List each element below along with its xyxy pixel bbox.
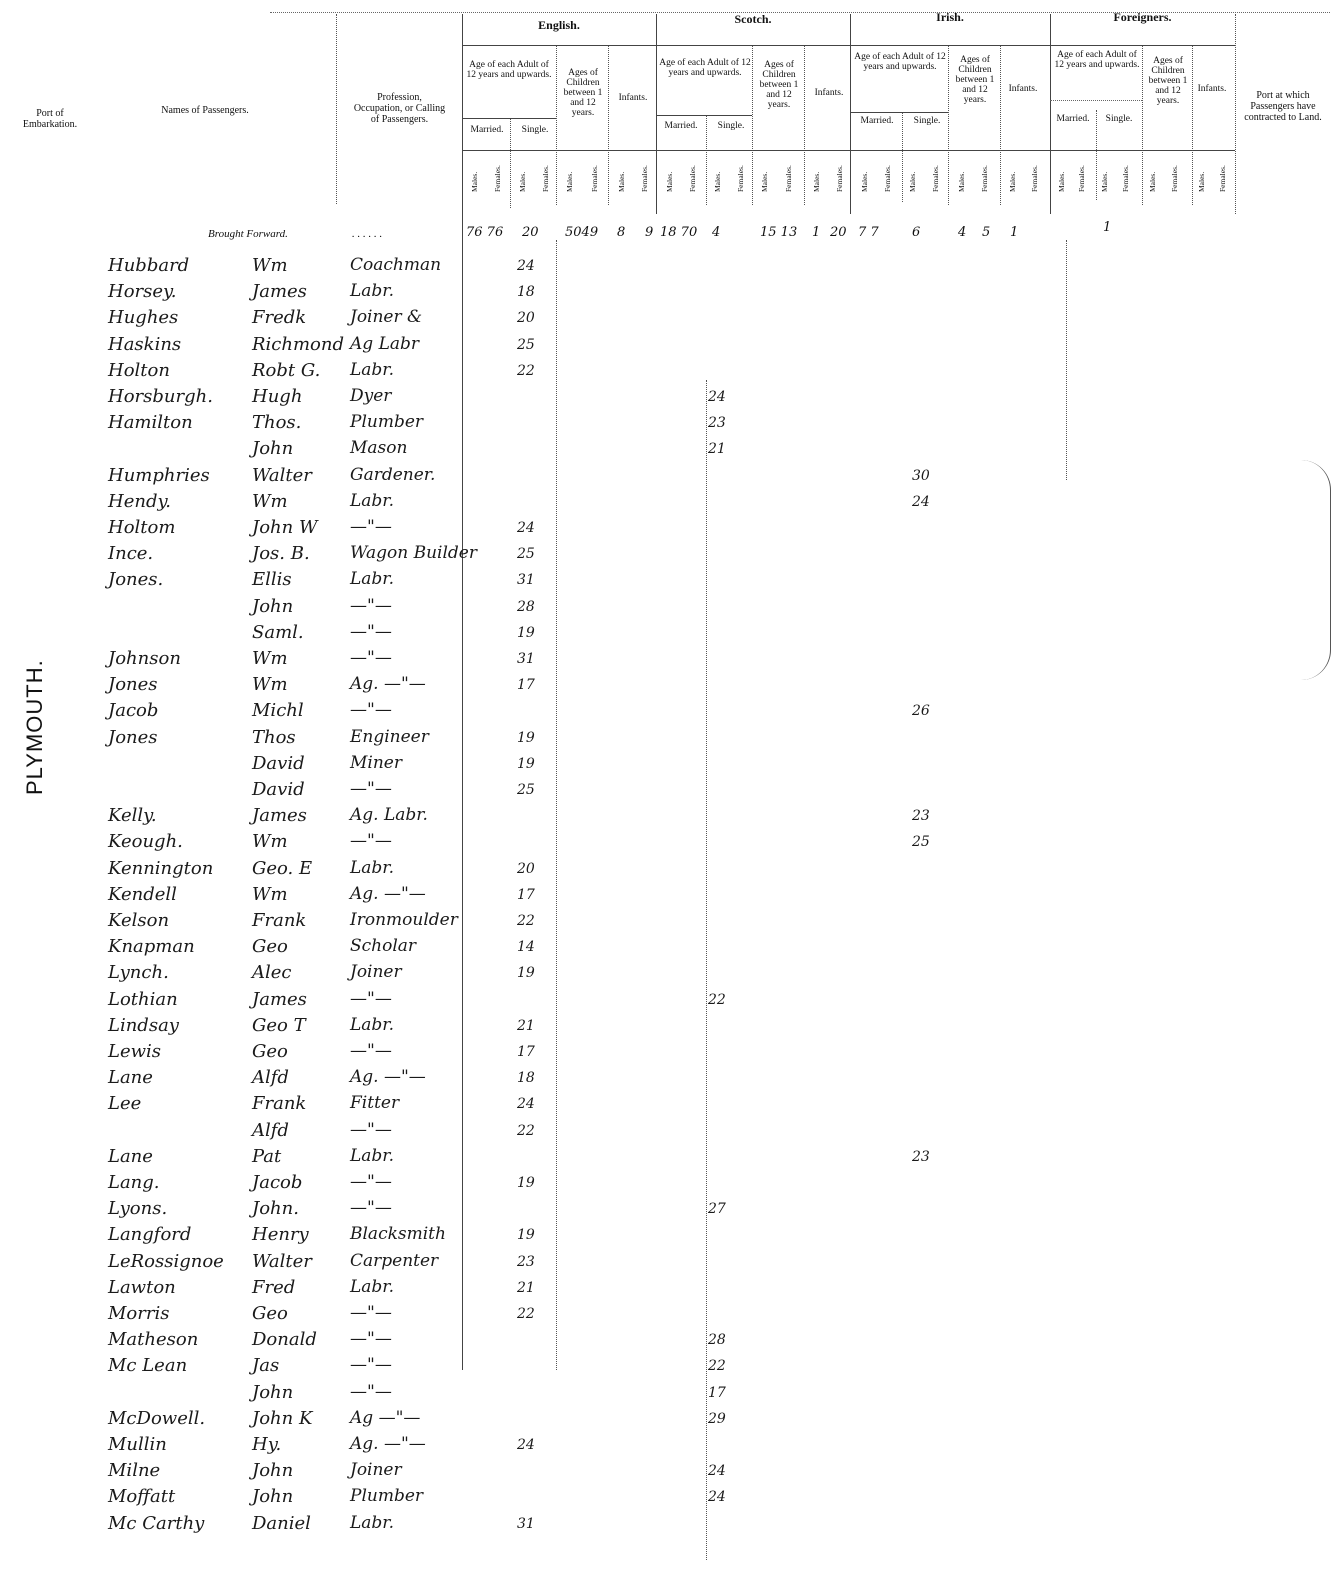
passenger-age: 19 (517, 1175, 535, 1191)
grid-line (608, 45, 609, 205)
females-label: Females. (736, 165, 745, 192)
passenger-surname: Lang. (108, 1172, 160, 1193)
passenger-surname: Lynch. (108, 962, 169, 983)
males-label: Males. (908, 171, 917, 192)
grid-line (1050, 100, 1142, 101)
passenger-age: 29 (708, 1411, 726, 1427)
passenger-surname: Lothian (108, 989, 178, 1010)
passenger-occupation: —"— (350, 1355, 392, 1375)
passenger-occupation: —"— (350, 1172, 392, 1192)
females-label: Females. (493, 165, 502, 192)
passenger-surname: Lawton (108, 1277, 176, 1298)
passenger-age: 31 (517, 651, 535, 667)
passenger-first-name: Geo. E (252, 858, 313, 879)
passenger-first-name: Richmond (252, 334, 345, 355)
passenger-occupation: Ag. —"— (350, 674, 426, 694)
passenger-surname: Lewis (108, 1041, 162, 1062)
group-scotch: Scotch. (734, 12, 772, 26)
bf-value: 1 (1103, 220, 1112, 235)
passenger-age: 24 (517, 258, 535, 274)
grid-line (706, 380, 707, 1560)
passenger-age: 28 (517, 599, 535, 615)
passenger-occupation: Plumber (350, 412, 424, 432)
passenger-surname: Holtom (108, 517, 176, 538)
bf-value: 5049 (565, 225, 599, 240)
margin-bracket (1300, 460, 1331, 680)
passenger-age: 25 (517, 546, 535, 562)
irish-children-header: Ages of Children between 1 and 12 years. (955, 55, 995, 105)
passenger-first-name: Wm (252, 255, 288, 276)
passenger-surname: LeRossignoe (108, 1251, 224, 1272)
passenger-first-name: John K (252, 1408, 313, 1429)
passenger-occupation: Fitter (350, 1093, 400, 1113)
passenger-surname: Lane (108, 1146, 153, 1167)
grid-line (556, 240, 557, 1370)
grid-line (1096, 110, 1097, 200)
bf-value: 4 (958, 225, 967, 240)
foreign-children-header: Ages of Children between 1 and 12 years. (1148, 56, 1188, 106)
females-label: Females. (590, 165, 599, 192)
passenger-surname: Hamilton (108, 412, 193, 433)
passenger-age: 23 (708, 415, 726, 431)
passenger-first-name: Thos (252, 727, 296, 748)
males-label: Males. (812, 171, 821, 192)
females-label: Females. (784, 165, 793, 192)
grid-line (1235, 14, 1236, 214)
bf-value: 1 (1010, 225, 1019, 240)
passenger-occupation: —"— (350, 779, 392, 799)
passenger-first-name: Jos. B. (252, 543, 310, 564)
passenger-occupation: —"— (350, 1198, 392, 1218)
passenger-age: 21 (708, 441, 726, 457)
bf-value: 6 (912, 225, 921, 240)
foreign-single-header: Single. (1105, 114, 1133, 124)
bf-value: 20 (830, 225, 847, 240)
passenger-first-name: Geo T (252, 1015, 306, 1036)
passenger-age: 19 (517, 965, 535, 981)
bf-value: 20 (522, 225, 539, 240)
scotch-children-header: Ages of Children between 1 and 12 years. (759, 60, 799, 110)
passenger-surname: Mc Lean (108, 1355, 188, 1376)
passenger-surname: Jones (108, 727, 158, 748)
passenger-first-name: Pat (252, 1146, 282, 1167)
passenger-occupation: Ag. Labr. (350, 805, 428, 825)
foreign-infants-header: Infants. (1197, 84, 1227, 94)
passenger-age: 26 (912, 703, 930, 719)
grid-line (706, 115, 707, 205)
females-label: Females. (1170, 165, 1179, 192)
passenger-age: 19 (517, 730, 535, 746)
grid-line (902, 112, 903, 202)
passenger-surname: Jones (108, 674, 158, 695)
grid-line (752, 45, 753, 205)
passenger-first-name: Wm (252, 884, 288, 905)
passenger-age: 21 (517, 1280, 535, 1296)
passenger-surname: Lindsay (108, 1015, 179, 1036)
passenger-age: 25 (517, 782, 535, 798)
passenger-first-name: Frank (252, 910, 307, 931)
grid-line (1050, 14, 1051, 214)
port-embarkation-header: Port of Embarkation. (22, 108, 78, 130)
passenger-occupation: Plumber (350, 1486, 424, 1506)
passenger-first-name: James (252, 281, 307, 302)
passenger-occupation: Engineer (350, 727, 429, 747)
females-label: Females. (1121, 165, 1130, 192)
passenger-first-name: Wm (252, 674, 288, 695)
passenger-age: 17 (517, 1044, 535, 1060)
passenger-surname: Kelson (108, 910, 170, 931)
passenger-age: 14 (517, 939, 535, 955)
grid-line (462, 45, 1235, 46)
scotch-infants-header: Infants. (814, 88, 844, 98)
bf-value: 15 13 (760, 225, 798, 240)
passenger-surname: Langford (108, 1224, 192, 1245)
passenger-surname: Milne (108, 1460, 161, 1481)
passenger-occupation: —"— (350, 517, 392, 537)
passenger-occupation: —"— (350, 831, 392, 851)
passenger-first-name: Jas (252, 1355, 280, 1376)
grid-line (656, 115, 752, 116)
grid-line (462, 14, 463, 1370)
passenger-first-name: John W (252, 517, 318, 538)
passenger-first-name: John (252, 1382, 294, 1403)
passenger-age: 23 (912, 808, 930, 824)
passenger-surname: Kendell (108, 884, 177, 905)
passenger-occupation: Ag Labr (350, 334, 419, 354)
males-label: Males. (760, 171, 769, 192)
passenger-first-name: Henry (252, 1224, 309, 1245)
females-label: Females. (541, 165, 550, 192)
grid-line (1000, 45, 1001, 205)
grid-line (656, 14, 657, 214)
scotch-single-header: Single. (717, 121, 745, 131)
passenger-surname: Kelly. (108, 805, 157, 826)
passenger-occupation: —"— (350, 1041, 392, 1061)
profession-header: Profession, Occupation, or Calling of Passengers. (353, 92, 446, 125)
scotch-married-header: Married. (664, 121, 698, 131)
males-label: Males. (860, 171, 869, 192)
passenger-age: 18 (517, 1070, 535, 1086)
foreign-adult-header: Age of each Adult of 12 years and upwards. (1054, 50, 1140, 70)
males-label: Males. (1057, 171, 1066, 192)
passenger-surname: Haskins (108, 334, 182, 355)
passenger-occupation: Wagon Builder (350, 543, 477, 563)
passenger-surname: McDowell. (108, 1408, 206, 1429)
bf-value: 4 (712, 225, 721, 240)
passenger-age: 22 (517, 363, 535, 379)
females-label: Females. (980, 165, 989, 192)
bf-value: 18 70 (660, 225, 698, 240)
passenger-occupation: Joiner (350, 962, 402, 982)
passenger-first-name: Geo (252, 1041, 288, 1062)
passenger-age: 21 (517, 1018, 535, 1034)
passenger-occupation: Labr. (350, 1015, 394, 1035)
bf-value: 5 (982, 225, 991, 240)
passenger-occupation: Labr. (350, 1277, 394, 1297)
irish-married-header: Married. (860, 116, 894, 126)
passenger-age: 18 (517, 284, 535, 300)
passenger-surname: Keough. (108, 831, 183, 852)
passenger-age: 17 (517, 887, 535, 903)
passenger-first-name: John. (252, 1198, 299, 1219)
grid-line (556, 45, 557, 205)
irish-infants-header: Infants. (1008, 84, 1038, 94)
grid-line (850, 112, 948, 113)
passenger-occupation: Labr. (350, 491, 394, 511)
passenger-first-name: Daniel (252, 1513, 311, 1534)
passenger-first-name: Hugh (252, 386, 303, 407)
foreign-married-header: Married. (1056, 114, 1090, 124)
females-label: Females. (835, 165, 844, 192)
port-land-header: Port at which Passengers have contracted to Land. (1244, 90, 1322, 123)
passenger-first-name: John (252, 438, 294, 459)
passenger-age: 24 (708, 1489, 726, 1505)
passenger-first-name: Wm (252, 831, 288, 852)
passenger-age: 30 (912, 468, 930, 484)
passenger-age: 24 (708, 389, 726, 405)
passenger-occupation: Gardener. (350, 465, 436, 485)
passenger-first-name: Thos. (252, 412, 302, 433)
females-label: Females. (688, 165, 697, 192)
passenger-occupation: Miner (350, 753, 402, 773)
passenger-surname: Lane (108, 1067, 153, 1088)
passenger-first-name: Alfd (252, 1067, 289, 1088)
passenger-occupation: —"— (350, 648, 392, 668)
passenger-surname: Kennington (108, 858, 214, 879)
passenger-first-name: Walter (252, 465, 312, 486)
passenger-age: 24 (912, 494, 930, 510)
males-label: Males. (1008, 171, 1017, 192)
english-infants-header: Infants. (618, 93, 648, 103)
passenger-occupation: —"— (350, 1329, 392, 1349)
females-label: Females. (1077, 165, 1086, 192)
passenger-first-name: Fred (252, 1277, 296, 1298)
passenger-occupation: Ag. —"— (350, 884, 426, 904)
passenger-occupation: —"— (350, 700, 392, 720)
port-label: PLYMOUTH. (22, 659, 47, 795)
bf-value: 1 (812, 225, 821, 240)
english-married-header: Married. (470, 125, 504, 135)
passenger-first-name: John (252, 596, 294, 617)
grid-line (1192, 45, 1193, 205)
males-label: Males. (1197, 171, 1206, 192)
passenger-age: 19 (517, 756, 535, 772)
english-children-header: Ages of Children between 1 and 12 years. (563, 68, 603, 118)
grid-line (336, 14, 337, 204)
females-label: Females. (1218, 165, 1227, 192)
passenger-occupation: —"— (350, 1303, 392, 1323)
passenger-age: 22 (517, 913, 535, 929)
males-label: Males. (565, 171, 574, 192)
passenger-occupation: Labr. (350, 360, 394, 380)
passenger-first-name: Alfd (252, 1120, 289, 1141)
passenger-first-name: Michl (252, 700, 304, 721)
passenger-surname: Horsey. (108, 281, 177, 302)
passenger-age: 22 (517, 1306, 535, 1322)
passenger-age: 19 (517, 625, 535, 641)
passenger-occupation: —"— (350, 989, 392, 1009)
passenger-age: 24 (517, 520, 535, 536)
males-label: Males. (665, 171, 674, 192)
passenger-first-name: Frank (252, 1093, 307, 1114)
brought-forward-label: Brought Forward. (208, 228, 288, 240)
names-header: Names of Passengers. (161, 105, 249, 116)
grid-line (1066, 240, 1067, 480)
passenger-age: 22 (517, 1123, 535, 1139)
grid-line (948, 45, 949, 205)
females-label: Females. (640, 165, 649, 192)
passenger-age: 27 (708, 1201, 726, 1217)
passenger-age: 24 (708, 1463, 726, 1479)
passenger-age: 20 (517, 310, 535, 326)
passenger-surname: Hendy. (108, 491, 171, 512)
bf-value: 76 76 (466, 225, 504, 240)
passenger-surname: Moffatt (108, 1486, 176, 1507)
passenger-first-name: Ellis (252, 569, 292, 590)
passenger-first-name: Wm (252, 491, 288, 512)
males-label: Males. (1148, 171, 1157, 192)
passenger-age: 24 (517, 1096, 535, 1112)
passenger-first-name: Robt G. (252, 360, 321, 381)
passenger-surname: Holton (108, 360, 170, 381)
grid-line (462, 150, 1235, 151)
passenger-surname: Horsburgh. (108, 386, 213, 407)
passenger-occupation: Labr. (350, 1146, 394, 1166)
passenger-first-name: Donald (252, 1329, 317, 1350)
english-single-header: Single. (521, 125, 549, 135)
english-adult-header: Age of each Adult of 12 years and upwards. (466, 60, 552, 80)
passenger-surname: Ince. (108, 543, 154, 564)
females-label: Females. (1030, 165, 1039, 192)
passenger-age: 28 (708, 1332, 726, 1348)
brought-forward-dots: . . . . . . (352, 228, 383, 240)
bf-value: 7 7 (858, 225, 879, 240)
passenger-occupation: —"— (350, 596, 392, 616)
passenger-occupation: Mason (350, 438, 408, 458)
passenger-occupation: Carpenter (350, 1251, 439, 1271)
passenger-age: 31 (517, 572, 535, 588)
grid-line (1142, 45, 1143, 205)
passenger-first-name: Alec (252, 962, 292, 983)
passenger-occupation: Ag. —"— (350, 1067, 426, 1087)
passenger-occupation: Labr. (350, 1513, 394, 1533)
females-label: Females. (931, 165, 940, 192)
passenger-surname: Lyons. (108, 1198, 168, 1219)
passenger-age: 17 (517, 677, 535, 693)
passenger-first-name: Saml. (252, 622, 304, 643)
passenger-surname: Mc Carthy (108, 1513, 205, 1534)
passenger-surname: Hughes (108, 307, 179, 328)
males-label: Males. (470, 171, 479, 192)
passenger-occupation: Scholar (350, 936, 417, 956)
passenger-age: 24 (517, 1437, 535, 1453)
passenger-first-name: John (252, 1460, 294, 1481)
grid-line (850, 14, 851, 214)
males-label: Males. (617, 171, 626, 192)
males-label: Males. (1100, 171, 1109, 192)
irish-adult-header: Age of each Adult of 12 years and upwards. (854, 52, 946, 72)
passenger-surname: Humphries (108, 465, 210, 486)
males-label: Males. (518, 171, 527, 192)
passenger-occupation: Dyer (350, 386, 392, 406)
passenger-age: 25 (517, 337, 535, 353)
passenger-surname: Mullin (108, 1434, 167, 1455)
passenger-age: 23 (912, 1149, 930, 1165)
passenger-occupation: —"— (350, 1120, 392, 1140)
males-label: Males. (957, 171, 966, 192)
passenger-first-name: Geo (252, 936, 288, 957)
passenger-occupation: Joiner (350, 1460, 402, 1480)
scotch-adult-header: Age of each Adult of 12 years and upwards. (659, 58, 751, 78)
passenger-occupation: —"— (350, 1382, 392, 1402)
females-label: Females. (883, 165, 892, 192)
group-foreigners: Foreigners. (1113, 10, 1172, 24)
passenger-first-name: James (252, 805, 307, 826)
passenger-surname: Knapman (108, 936, 195, 957)
passenger-first-name: David (252, 779, 305, 800)
group-english: English. (538, 18, 580, 32)
passenger-first-name: David (252, 753, 305, 774)
grid-line (804, 45, 805, 205)
passenger-surname: Jacob (108, 700, 159, 721)
passenger-first-name: James (252, 989, 307, 1010)
passenger-age: 31 (517, 1516, 535, 1532)
passenger-occupation: Ironmoulder (350, 910, 458, 930)
passenger-occupation: Joiner & (350, 307, 423, 327)
passenger-occupation: Labr. (350, 281, 394, 301)
bf-value: 8 (617, 225, 626, 240)
passenger-first-name: Fredk (252, 307, 307, 328)
passenger-first-name: Walter (252, 1251, 312, 1272)
passenger-occupation: Blacksmith (350, 1224, 446, 1244)
passenger-age: 23 (517, 1254, 535, 1270)
passenger-age: 22 (708, 1358, 726, 1374)
passenger-surname: Jones. (108, 569, 164, 590)
passenger-surname: Johnson (108, 648, 181, 669)
passenger-age: 20 (517, 861, 535, 877)
passenger-occupation: Ag. —"— (350, 1434, 426, 1454)
passenger-first-name: Wm (252, 648, 288, 669)
passenger-age: 22 (708, 992, 726, 1008)
passenger-surname: Hubbard (108, 255, 190, 276)
passenger-surname: Morris (108, 1303, 170, 1324)
passenger-first-name: Jacob (252, 1172, 303, 1193)
bf-value: 9 (645, 225, 654, 240)
passenger-occupation: Labr. (350, 858, 394, 878)
group-irish: Irish. (936, 10, 964, 24)
passenger-surname: Lee (108, 1093, 142, 1114)
passenger-surname: Matheson (108, 1329, 199, 1350)
grid-line (462, 118, 556, 119)
males-label: Males. (713, 171, 722, 192)
grid-line (510, 118, 511, 208)
passenger-occupation: Coachman (350, 255, 442, 275)
passenger-first-name: Geo (252, 1303, 288, 1324)
passenger-age: 17 (708, 1385, 726, 1401)
passenger-age: 25 (912, 834, 930, 850)
passenger-age: 19 (517, 1227, 535, 1243)
passenger-occupation: Labr. (350, 569, 394, 589)
irish-single-header: Single. (913, 116, 941, 126)
passenger-first-name: Hy. (252, 1434, 282, 1455)
passenger-occupation: Ag —"— (350, 1408, 421, 1428)
passenger-first-name: John (252, 1486, 294, 1507)
passenger-occupation: —"— (350, 622, 392, 642)
